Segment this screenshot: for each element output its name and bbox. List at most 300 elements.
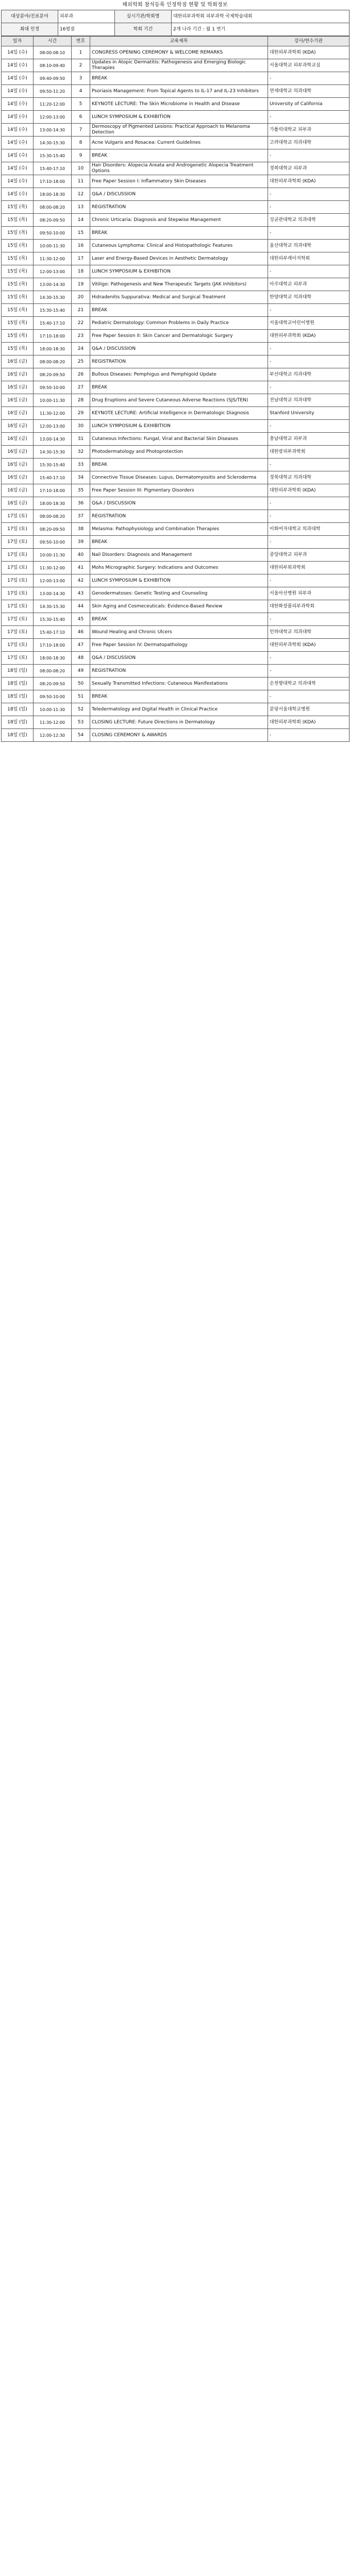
info-label: 대상분야/진료분야	[2, 10, 58, 23]
cell-title: BREAK	[90, 304, 268, 317]
cell-number: 22	[72, 317, 90, 330]
cell-time: 10:00-11:30	[34, 240, 72, 252]
cell-title: Updates in Atopic Dermatitis: Pathogenesis and Emerging Biologic Therapies	[90, 59, 268, 72]
cell-date: 15일 (목)	[2, 201, 34, 214]
cell-title: Cutaneous Lymphoma: Clinical and Histopathologic Features	[90, 240, 268, 252]
cell-number: 41	[72, 562, 90, 574]
info-value: 2개 나라 기간 : 월 1 연기	[172, 23, 349, 36]
cell-time: 14:30-15:30	[34, 137, 72, 149]
info-label: 최대 인정	[2, 23, 58, 36]
cell-institution: 경희대학교 피부과	[268, 162, 349, 175]
cell-title: Vitiligo: Pathogenesis and New Therapeutic Targets (JAK Inhibitors)	[90, 278, 268, 291]
cell-time: 10:00-11:30	[34, 549, 72, 562]
cell-institution: 경북대학교 의과대학	[268, 471, 349, 484]
cell-time: 13:00-14:30	[34, 278, 72, 291]
cell-institution: 서울아산병원 피부과	[268, 587, 349, 600]
table-row	[2, 677, 349, 690]
cell-title: Wound Healing and Chronic Ulcers	[90, 626, 268, 639]
cell-number: 15	[72, 227, 90, 240]
table-row	[2, 394, 349, 407]
cell-date: 15일 (목)	[2, 240, 34, 252]
cell-time: 18:00-18:30	[34, 652, 72, 665]
cell-title: Sexually Transmitted Infections: Cutaneous Manifestations	[90, 677, 268, 690]
cell-number: 3	[72, 72, 90, 85]
table-row	[2, 252, 349, 265]
info-label: 실시기관/학회명	[115, 10, 172, 23]
table-row	[2, 729, 349, 742]
cell-institution: -	[268, 355, 349, 368]
cell-number: 50	[72, 677, 90, 690]
cell-institution: 중앙대학교 피부과	[268, 549, 349, 562]
table-row	[2, 471, 349, 484]
table-row	[2, 587, 349, 600]
cell-date: 18일 (일)	[2, 716, 34, 729]
cell-date: 16일 (금)	[2, 484, 34, 497]
cell-number: 30	[72, 420, 90, 433]
cell-institution: 서울대학교어린이병원	[268, 317, 349, 330]
cell-time: 10:00-11:30	[34, 703, 72, 716]
table-row	[2, 652, 349, 665]
cell-number: 17	[72, 252, 90, 265]
cell-time: 15:40-17:10	[34, 317, 72, 330]
cell-number: 36	[72, 497, 90, 510]
cell-title: LUNCH SYMPOSIUM & EXHIBITION	[90, 420, 268, 433]
table-row	[2, 626, 349, 639]
table-row	[2, 201, 349, 214]
cell-institution: 연세대학교 의과대학	[268, 85, 349, 98]
cell-institution: -	[268, 613, 349, 626]
cell-number: 44	[72, 600, 90, 613]
cell-institution: Stanford University	[268, 407, 349, 420]
cell-title: LUNCH SYMPOSIUM & EXHIBITION	[90, 574, 268, 587]
cell-time: 08:00-08:10	[34, 46, 72, 59]
cell-number: 19	[72, 278, 90, 291]
cell-title: BREAK	[90, 227, 268, 240]
cell-time: 17:10-18:00	[34, 330, 72, 343]
cell-time: 12:00-13:00	[34, 111, 72, 124]
cell-title: Free Paper Session II: Skin Cancer and Dermatologic Surgery	[90, 330, 268, 343]
cell-title: BREAK	[90, 536, 268, 549]
cell-institution: -	[268, 690, 349, 703]
cell-date: 14일 (수)	[2, 46, 34, 59]
cell-number: 37	[72, 510, 90, 523]
cell-time: 08:00-08:20	[34, 201, 72, 214]
cell-title: Drug Eruptions and Severe Cutaneous Adverse Reactions (SJS/TEN)	[90, 394, 268, 407]
cell-institution: 대한피부과학회 (KDA)	[268, 484, 349, 497]
cell-date: 18일 (일)	[2, 690, 34, 703]
table-row	[2, 368, 349, 381]
cell-title: Psoriasis Management: From Topical Agents to IL-17 and IL-23 Inhibitors	[90, 85, 268, 98]
cell-institution: -	[268, 227, 349, 240]
cell-title: Nail Disorders: Diagnosis and Management	[90, 549, 268, 562]
table-row	[2, 214, 349, 227]
cell-institution: -	[268, 574, 349, 587]
cell-time: 09:40-09:50	[34, 72, 72, 85]
cell-date: 18일 (일)	[2, 703, 34, 716]
cell-institution: -	[268, 536, 349, 549]
cell-time: 08:00-08:20	[34, 355, 72, 368]
cell-number: 9	[72, 149, 90, 162]
cell-date: 15일 (목)	[2, 291, 34, 304]
cell-institution: -	[268, 72, 349, 85]
cell-institution: -	[268, 652, 349, 665]
cell-title: LUNCH SYMPOSIUM & EXHIBITION	[90, 265, 268, 278]
cell-title: Photodermatology and Photoprotection	[90, 446, 268, 459]
cell-title: Skin Aging and Cosmeceuticals: Evidence-Based Review	[90, 600, 268, 613]
cell-number: 39	[72, 536, 90, 549]
cell-time: 13:00-14:30	[34, 587, 72, 600]
table-row	[2, 433, 349, 446]
cell-date: 15일 (목)	[2, 227, 34, 240]
table-row	[2, 381, 349, 394]
cell-institution: 순천향대학교 의과대학	[268, 677, 349, 690]
cell-number: 31	[72, 433, 90, 446]
table-row	[2, 536, 349, 549]
cell-time: 11:30-12:00	[34, 407, 72, 420]
cell-institution: -	[268, 459, 349, 471]
cell-time: 08:20-09:50	[34, 677, 72, 690]
cell-institution: -	[268, 265, 349, 278]
table-row	[2, 124, 349, 137]
table-row	[2, 240, 349, 252]
cell-number: 18	[72, 265, 90, 278]
cell-institution: 대한피부과학회 (KDA)	[268, 716, 349, 729]
cell-institution: 대한화장품피부과학회	[268, 600, 349, 613]
table-row	[2, 111, 349, 124]
cell-title: Connective Tissue Diseases: Lupus, Dermatomyositis and Scleroderma	[90, 471, 268, 484]
cell-time: 08:00-08:20	[34, 510, 72, 523]
cell-date: 14일 (수)	[2, 188, 34, 201]
cell-number: 43	[72, 587, 90, 600]
cell-date: 16일 (금)	[2, 459, 34, 471]
cell-institution: -	[268, 201, 349, 214]
cell-date: 16일 (금)	[2, 497, 34, 510]
cell-time: 17:10-18:00	[34, 484, 72, 497]
table-row	[2, 265, 349, 278]
cell-title: Teledermatology and Digital Health in Clinical Practice	[90, 703, 268, 716]
cell-time: 15:30-15:40	[34, 149, 72, 162]
cell-date: 17일 (토)	[2, 549, 34, 562]
cell-time: 13:00-14:30	[34, 124, 72, 137]
cell-date: 16일 (금)	[2, 407, 34, 420]
cell-time: 14:30-15:30	[34, 600, 72, 613]
table-row	[2, 407, 349, 420]
cell-number: 29	[72, 407, 90, 420]
cell-number: 11	[72, 175, 90, 188]
cell-number: 2	[72, 59, 90, 72]
cell-time: 12:00-13:00	[34, 265, 72, 278]
cell-title: Free Paper Session III: Pigmentary Disorders	[90, 484, 268, 497]
cell-date: 17일 (토)	[2, 652, 34, 665]
cell-institution: 가톨릭대학교 피부과	[268, 124, 349, 137]
table-row	[2, 46, 349, 59]
cell-date: 15일 (목)	[2, 265, 34, 278]
table-row	[2, 85, 349, 98]
table-row	[2, 716, 349, 729]
cell-time: 17:10-18:00	[34, 639, 72, 652]
cell-number: 40	[72, 549, 90, 562]
cell-institution: 대한광피부과학회	[268, 446, 349, 459]
cell-date: 16일 (금)	[2, 368, 34, 381]
table-row	[2, 484, 349, 497]
cell-institution: 부산대학교 의과대학	[268, 368, 349, 381]
table-row	[2, 510, 349, 523]
table-row	[2, 523, 349, 536]
cell-institution: 충남대학교 피부과	[268, 433, 349, 446]
table-row	[2, 72, 349, 85]
cell-number: 35	[72, 484, 90, 497]
cell-number: 6	[72, 111, 90, 124]
cell-institution: -	[268, 304, 349, 317]
cell-number: 25	[72, 355, 90, 368]
cell-date: 14일 (수)	[2, 124, 34, 137]
cell-number: 4	[72, 85, 90, 98]
cell-date: 17일 (토)	[2, 536, 34, 549]
cell-time: 11:30-12:00	[34, 562, 72, 574]
column-header-time: 시간	[34, 37, 72, 46]
cell-time: 15:30-15:40	[34, 304, 72, 317]
cell-time: 09:50-10:00	[34, 381, 72, 394]
cell-date: 15일 (목)	[2, 317, 34, 330]
cell-institution: 대한피부과학회 (KDA)	[268, 46, 349, 59]
cell-number: 14	[72, 214, 90, 227]
cell-date: 14일 (수)	[2, 59, 34, 72]
cell-time: 18:00-18:30	[34, 188, 72, 201]
cell-date: 18일 (일)	[2, 729, 34, 742]
schedule-table	[1, 36, 349, 742]
cell-date: 15일 (목)	[2, 278, 34, 291]
cell-date: 14일 (수)	[2, 111, 34, 124]
cell-institution: 대한피부과학회 (KDA)	[268, 330, 349, 343]
cell-number: 10	[72, 162, 90, 175]
cell-number: 20	[72, 291, 90, 304]
cell-title: Genodermatoses: Genetic Testing and Counseling	[90, 587, 268, 600]
table-row	[2, 562, 349, 574]
cell-time: 15:30-15:40	[34, 459, 72, 471]
table-row	[2, 291, 349, 304]
cell-institution: 전남대학교 의과대학	[268, 394, 349, 407]
table-row	[2, 137, 349, 149]
cell-date: 14일 (수)	[2, 149, 34, 162]
info-value: 16평점	[58, 23, 115, 36]
table-row	[2, 574, 349, 587]
table-row	[2, 317, 349, 330]
cell-number: 7	[72, 124, 90, 137]
cell-date: 18일 (일)	[2, 677, 34, 690]
cell-time: 09:50-10:00	[34, 227, 72, 240]
cell-date: 14일 (수)	[2, 85, 34, 98]
cell-time: 10:00-11:30	[34, 394, 72, 407]
cell-institution: -	[268, 420, 349, 433]
cell-title: Cutaneous Infections: Fungal, Viral and Bacterial Skin Diseases	[90, 433, 268, 446]
cell-institution: 이화여자대학교 의과대학	[268, 523, 349, 536]
cell-number: 23	[72, 330, 90, 343]
cell-institution: 대한피부과학회 (KDA)	[268, 175, 349, 188]
table-row	[2, 59, 349, 72]
cell-date: 16일 (금)	[2, 433, 34, 446]
cell-number: 33	[72, 459, 90, 471]
cell-title: Dermoscopy of Pigmented Lesions: Practical Approach to Melanoma Detection	[90, 124, 268, 137]
cell-title: Pediatric Dermatology: Common Problems in Daily Practice	[90, 317, 268, 330]
cell-title: LUNCH SYMPOSIUM & EXHIBITION	[90, 111, 268, 124]
cell-title: CONGRESS OPENING CEREMONY & WELCOME REMARKS	[90, 46, 268, 59]
cell-time: 08:20-09:50	[34, 523, 72, 536]
cell-title: BREAK	[90, 690, 268, 703]
table-row	[2, 703, 349, 716]
cell-time: 11:20-12:00	[34, 98, 72, 111]
cell-title: Q&A / DISCUSSION	[90, 652, 268, 665]
document	[0, 0, 350, 742]
table-row	[2, 690, 349, 703]
table-row	[2, 278, 349, 291]
cell-time: 11:30-12:00	[34, 252, 72, 265]
cell-number: 46	[72, 626, 90, 639]
cell-number: 26	[72, 368, 90, 381]
cell-time: 08:20-09:50	[34, 368, 72, 381]
cell-date: 17일 (토)	[2, 639, 34, 652]
cell-institution: -	[268, 729, 349, 742]
cell-institution: -	[268, 343, 349, 355]
cell-institution: -	[268, 111, 349, 124]
cell-title: Bullous Diseases: Pemphigus and Pemphigoid Update	[90, 368, 268, 381]
cell-institution: 분당서울대학교병원	[268, 703, 349, 716]
cell-institution: -	[268, 381, 349, 394]
cell-date: 17일 (토)	[2, 587, 34, 600]
cell-title: Q&A / DISCUSSION	[90, 188, 268, 201]
table-row	[2, 497, 349, 510]
cell-date: 14일 (수)	[2, 162, 34, 175]
cell-institution: 대한피부레이저학회	[268, 252, 349, 265]
table-row	[2, 549, 349, 562]
table-row	[2, 330, 349, 343]
cell-institution: -	[268, 510, 349, 523]
cell-date: 18일 (일)	[2, 665, 34, 677]
schedule-body	[2, 46, 349, 742]
cell-title: Hair Disorders: Alopecia Areata and Androgenetic Alopecia Treatment Options	[90, 162, 268, 175]
cell-institution: 대한피부외과학회	[268, 562, 349, 574]
cell-institution: 인하대학교 의과대학	[268, 626, 349, 639]
cell-date: 17일 (토)	[2, 600, 34, 613]
info-row	[2, 10, 349, 23]
cell-date: 16일 (금)	[2, 394, 34, 407]
cell-time: 15:30-15:40	[34, 613, 72, 626]
cell-title: REGISTRATION	[90, 510, 268, 523]
cell-title: Hidradenitis Suppurativa: Medical and Surgical Treatment	[90, 291, 268, 304]
cell-time: 09:50-10:00	[34, 536, 72, 549]
cell-number: 16	[72, 240, 90, 252]
cell-time: 14:30-15:30	[34, 291, 72, 304]
cell-time: 08:20-09:50	[34, 214, 72, 227]
cell-date: 14일 (수)	[2, 72, 34, 85]
cell-time: 09:50-11:20	[34, 85, 72, 98]
column-header-title: 교육제목	[90, 37, 268, 46]
table-row	[2, 149, 349, 162]
cell-date: 16일 (금)	[2, 446, 34, 459]
cell-number: 47	[72, 639, 90, 652]
cell-institution: 대한피부과학회 (KDA)	[268, 639, 349, 652]
cell-date: 15일 (목)	[2, 252, 34, 265]
cell-number: 52	[72, 703, 90, 716]
cell-title: Free Paper Session IV: Dermatopathology	[90, 639, 268, 652]
cell-institution: 아주대학교 피부과	[268, 278, 349, 291]
cell-number: 12	[72, 188, 90, 201]
cell-time: 15:40-17:10	[34, 162, 72, 175]
table-row	[2, 162, 349, 175]
cell-number: 54	[72, 729, 90, 742]
cell-time: 14:30-15:30	[34, 446, 72, 459]
cell-time: 09:50-10:00	[34, 690, 72, 703]
cell-number: 5	[72, 98, 90, 111]
cell-date: 17일 (토)	[2, 574, 34, 587]
column-header-institution: 강사/연수기관	[268, 37, 349, 46]
table-row	[2, 227, 349, 240]
table-row	[2, 459, 349, 471]
cell-number: 21	[72, 304, 90, 317]
cell-institution: -	[268, 497, 349, 510]
cell-institution: University of California	[268, 98, 349, 111]
cell-institution: 성균관대학교 의과대학	[268, 214, 349, 227]
cell-institution: -	[268, 665, 349, 677]
cell-time: 11:30-12:00	[34, 716, 72, 729]
cell-time: 18:00-18:30	[34, 497, 72, 510]
cell-title: BREAK	[90, 72, 268, 85]
table-row	[2, 304, 349, 317]
cell-number: 48	[72, 652, 90, 665]
table-row	[2, 188, 349, 201]
cell-number: 8	[72, 137, 90, 149]
table-row	[2, 600, 349, 613]
table-row	[2, 175, 349, 188]
cell-title: Mohs Micrographic Surgery: Indications and Outcomes	[90, 562, 268, 574]
cell-title: Q&A / DISCUSSION	[90, 497, 268, 510]
cell-institution: 서울대학교 피부과학교실	[268, 59, 349, 72]
table-row	[2, 639, 349, 652]
cell-time: 15:40-17:10	[34, 471, 72, 484]
cell-number: 49	[72, 665, 90, 677]
cell-time: 17:10-18:00	[34, 175, 72, 188]
table-row	[2, 665, 349, 677]
cell-time: 08:10-09:40	[34, 59, 72, 72]
table-row	[2, 420, 349, 433]
cell-time: 15:40-17:10	[34, 626, 72, 639]
cell-number: 38	[72, 523, 90, 536]
cell-number: 51	[72, 690, 90, 703]
cell-title: REGISTRATION	[90, 201, 268, 214]
cell-date: 15일 (목)	[2, 343, 34, 355]
cell-time: 13:00-14:30	[34, 433, 72, 446]
cell-time: 18:00-18:30	[34, 343, 72, 355]
info-value: 피부과	[58, 10, 115, 23]
cell-date: 15일 (목)	[2, 330, 34, 343]
table-row	[2, 98, 349, 111]
cell-number: 24	[72, 343, 90, 355]
cell-title: BREAK	[90, 459, 268, 471]
cell-date: 17일 (토)	[2, 613, 34, 626]
info-row	[2, 23, 349, 36]
cell-date: 14일 (수)	[2, 98, 34, 111]
cell-title: KEYNOTE LECTURE: The Skin Microbiome in Health and Disease	[90, 98, 268, 111]
cell-date: 15일 (목)	[2, 304, 34, 317]
cell-time: 12:00-12:30	[34, 729, 72, 742]
cell-title: BREAK	[90, 613, 268, 626]
cell-title: Free Paper Session I: Inflammatory Skin Diseases	[90, 175, 268, 188]
cell-title: Acne Vulgaris and Rosacea: Current Guidelines	[90, 137, 268, 149]
cell-title: BREAK	[90, 381, 268, 394]
cell-title: CLOSING CEREMONY & AWARDS	[90, 729, 268, 742]
info-value: 대한피부과학회 피부과학 국제학술대회	[172, 10, 349, 23]
cell-date: 17일 (토)	[2, 523, 34, 536]
cell-date: 17일 (토)	[2, 510, 34, 523]
